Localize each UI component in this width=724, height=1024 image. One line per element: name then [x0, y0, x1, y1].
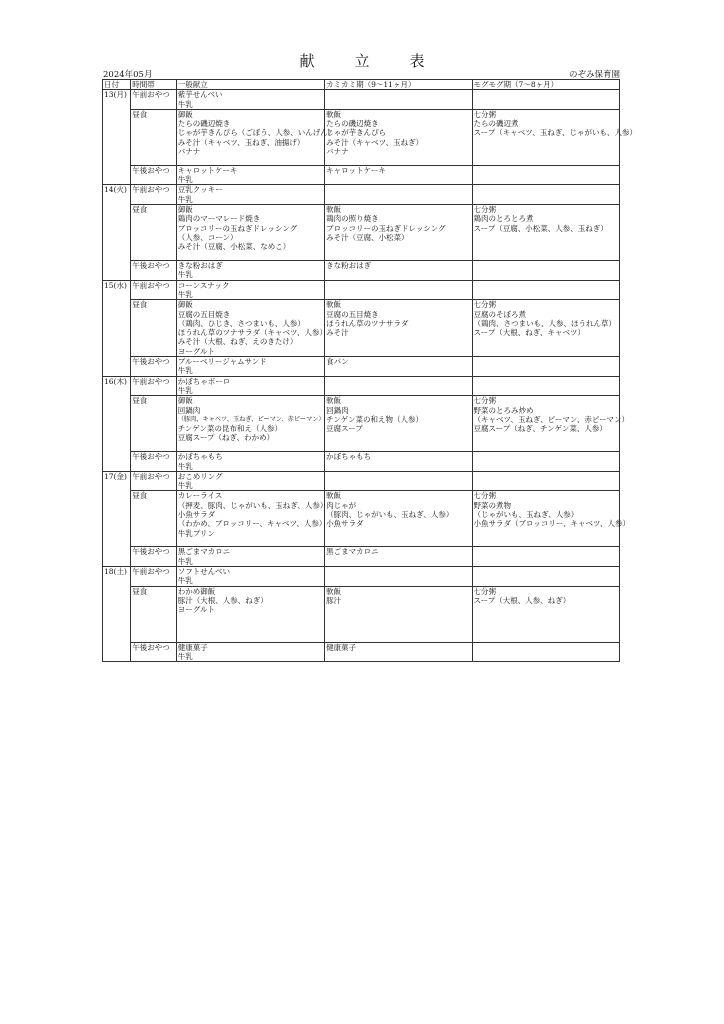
menu-item: 七分粥 — [473, 300, 497, 310]
day-label: 13(月) — [103, 90, 131, 185]
menu-item: ヨーグルト — [177, 346, 215, 356]
menu-row-afternoon — [103, 452, 620, 472]
time-slot-label: 昼食 — [131, 300, 176, 357]
menu-row-morning — [103, 185, 620, 205]
mogumogu-menu-cell — [472, 452, 619, 472]
menu-item: コーンスナック — [177, 280, 230, 290]
general-menu-cell — [176, 642, 324, 662]
menu-item: みそ汁（大根、ねぎ、えのきたけ） — [177, 337, 298, 347]
menu-row-morning — [103, 567, 620, 587]
menu-item: みそ汁（豆腐、小松菜） — [326, 232, 409, 242]
kamikami-menu-cell — [325, 357, 472, 377]
menu-item: キャロットケーキ — [326, 165, 386, 175]
menu-item: カレーライス — [177, 491, 223, 501]
kamikami-menu-cell — [325, 547, 472, 567]
general-menu-cell — [176, 586, 324, 642]
day-label: 14(火) — [103, 185, 131, 280]
menu-item: 豚汁 — [326, 595, 342, 605]
menu-item: 小魚サラダ — [326, 519, 364, 529]
menu-item: （押麦、豚肉、じゃがいも、玉ねぎ、人参） — [177, 500, 328, 510]
time-slot-label: 午前おやつ — [131, 376, 176, 396]
menu-item: 軟飯 — [326, 396, 342, 406]
general-menu-cell — [176, 205, 324, 261]
general-menu-cell — [176, 376, 324, 396]
menu-item: 回鍋肉 — [326, 405, 349, 415]
menu-item: 豆乳クッキー — [177, 185, 223, 195]
menu-item: 健康菓子 — [326, 642, 357, 652]
menu-item: スープ（大根、人参、ねぎ） — [473, 595, 571, 605]
menu-item: 牛乳 — [177, 556, 193, 566]
kamikami-menu-cell — [325, 452, 472, 472]
menu-item: 豆腐の五目焼き — [177, 309, 231, 319]
menu-item: きな粉おはぎ — [177, 261, 223, 271]
menu-item: チンゲン菜の昆布和え（人参） — [177, 424, 283, 434]
general-menu-cell — [176, 300, 327, 357]
general-menu-cell — [176, 357, 324, 377]
general-menu-cell — [176, 452, 324, 472]
mogumogu-menu-cell — [472, 280, 619, 300]
time-slot-label: 午後おやつ — [131, 642, 176, 662]
menu-item: キャロットケーキ — [177, 165, 238, 175]
menu-item: おこめリング — [177, 471, 223, 481]
menu-item: 黒ごまマカロニ — [326, 547, 379, 557]
menu-item: 牛乳 — [177, 366, 193, 376]
menu-row-afternoon — [103, 261, 620, 281]
menu-item: 豚汁（大根、人参、ねぎ） — [177, 595, 268, 605]
header-general: 一般献立 — [176, 80, 324, 90]
mogumogu-menu-cell — [472, 491, 630, 547]
menu-item: 七分粥 — [473, 491, 497, 501]
menu-item: 軟飯 — [326, 586, 342, 596]
menu-item: （人参、コーン） — [177, 232, 238, 242]
mogumogu-menu-cell — [472, 165, 619, 185]
time-slot-label: 昼食 — [131, 491, 176, 547]
menu-row-lunch — [103, 300, 620, 357]
kamikami-menu-cell — [325, 376, 472, 396]
menu-row-morning — [103, 280, 620, 300]
menu-item: たらの磯辺煮 — [473, 119, 519, 129]
menu-item: 健康菓子 — [177, 642, 208, 652]
time-slot-label: 午後おやつ — [131, 547, 176, 567]
day-label: 18(土) — [103, 567, 131, 662]
mogumogu-menu-cell — [472, 586, 619, 642]
menu-item: 豆腐スープ — [326, 424, 363, 434]
menu-item: スープ（キャベツ、玉ねぎ、じゃがいも、人参） — [473, 128, 637, 138]
menu-item: みそ汁 — [326, 328, 349, 338]
general-menu-cell — [176, 547, 324, 567]
kamikami-menu-cell — [325, 471, 472, 491]
menu-item: 鶏肉のとろとろ煮 — [473, 214, 534, 224]
kamikami-menu-cell — [325, 261, 472, 281]
menu-item: 豆腐スープ（ねぎ、わかめ） — [177, 433, 275, 443]
mogumogu-menu-cell — [472, 376, 619, 396]
menu-item: かぼちゃもち — [326, 452, 372, 462]
general-menu-cell — [176, 165, 324, 185]
menu-item: みそ汁（キャベツ、玉ねぎ、油揚げ） — [177, 137, 305, 147]
general-menu-cell — [176, 396, 324, 452]
time-slot-label: 午後おやつ — [131, 452, 176, 472]
menu-body — [103, 90, 637, 662]
menu-item: ブロッコリーの玉ねぎドレッシング — [177, 223, 298, 233]
menu-item: 御飯 — [177, 300, 193, 310]
mogumogu-menu-cell — [472, 185, 619, 205]
menu-row-afternoon — [103, 642, 620, 662]
menu-item: ソフトせんべい — [177, 567, 231, 577]
time-slot-label: 昼食 — [131, 396, 176, 452]
menu-item: ブルーベリージャムサンド — [177, 357, 267, 367]
kamikami-menu-cell — [325, 109, 472, 165]
menu-item: たらの磯辺焼き — [177, 119, 231, 129]
menu-item: （豚肉、じゃがいも、玉ねぎ、人参） — [326, 510, 454, 520]
menu-item: 小魚サラダ — [177, 510, 216, 520]
time-slot-label: 午前おやつ — [131, 567, 176, 587]
kamikami-menu-cell — [325, 396, 472, 452]
menu-item: 食パン — [326, 357, 349, 367]
menu-item: （鶏肉、さつまいも、人参、ほうれん草） — [473, 318, 617, 328]
header-row — [103, 80, 620, 90]
menu-item: 御飯 — [177, 205, 193, 215]
time-slot-label: 午前おやつ — [131, 90, 176, 110]
header-time: 時間帯 — [131, 80, 176, 90]
menu-row-afternoon — [103, 165, 620, 185]
menu-item: 豆腐の五目焼き — [326, 309, 379, 319]
menu-item: （キャベツ、玉ねぎ、ピーマン、赤ピーマン） — [473, 414, 630, 424]
menu-row-morning — [103, 90, 620, 110]
menu-item: 軟飯 — [326, 109, 342, 119]
menu-table — [102, 79, 637, 662]
menu-item: 肉じゃが — [326, 500, 357, 510]
menu-item: 黒ごまマカロニ — [177, 547, 231, 557]
time-slot-label: 午前おやつ — [131, 280, 176, 300]
general-menu-cell — [176, 567, 324, 587]
time-slot-label: 午後おやつ — [131, 357, 176, 377]
menu-item: 鶏肉のマーマレード焼き — [177, 214, 261, 224]
mogumogu-menu-cell — [472, 109, 637, 165]
mogumogu-menu-cell — [472, 261, 619, 281]
menu-item: スープ（豆腐、小松菜、人参、玉ねぎ） — [473, 223, 608, 233]
menu-item: ほうれん草のツナサラダ（キャベツ、人参） — [177, 328, 327, 338]
kamikami-menu-cell — [325, 567, 472, 587]
general-menu-cell — [176, 491, 328, 547]
menu-item: 七分粥 — [473, 205, 497, 215]
menu-row-lunch — [103, 586, 620, 642]
menu-item: 牛乳 — [177, 270, 193, 280]
menu-item: 牛乳 — [177, 481, 193, 491]
menu-item: 牛乳 — [177, 194, 193, 204]
menu-item: わかめ御飯 — [177, 586, 216, 596]
time-slot-label: 午後おやつ — [131, 165, 176, 185]
general-menu-cell — [176, 471, 324, 491]
kamikami-menu-cell — [325, 90, 472, 110]
school-name: のぞみ保育園 — [568, 70, 620, 80]
time-slot-label: 午前おやつ — [131, 185, 176, 205]
menu-item: 野菜の煮物 — [473, 500, 512, 510]
general-menu-cell — [176, 261, 324, 281]
menu-item: チンゲン菜の和え物（人参） — [326, 414, 423, 424]
mogumogu-menu-cell — [472, 471, 619, 491]
menu-row-lunch — [103, 109, 620, 165]
kamikami-menu-cell — [325, 491, 472, 547]
page-title: 献立表 — [299, 52, 465, 70]
mogumogu-menu-cell — [472, 567, 619, 587]
header-day: 日付 — [103, 80, 131, 90]
menu-item: 牛乳 — [177, 175, 193, 185]
menu-item: （鶏肉、ひじき、さつまいも、人参） — [177, 318, 305, 328]
menu-item: ほうれん草のツナサラダ — [326, 318, 409, 328]
month-label: 2024年05月 — [103, 70, 153, 80]
time-slot-label: 昼食 — [131, 586, 176, 642]
time-slot-label: 午前おやつ — [131, 471, 176, 491]
menu-item: 小魚サラダ（ブロッコリー、キャベツ、人参） — [473, 519, 630, 529]
menu-item: 牛乳 — [177, 461, 193, 471]
menu-item: じゃが芋きんぴら — [326, 128, 387, 138]
kamikami-menu-cell — [325, 642, 472, 662]
menu-item: 鶏肉の照り焼き — [326, 214, 379, 224]
menu-row-lunch — [103, 205, 620, 261]
menu-item: かぼちゃボーロ — [177, 376, 231, 386]
general-menu-cell — [176, 185, 324, 205]
time-slot-label: 昼食 — [131, 109, 176, 165]
menu-item: （じゃがいも、玉ねぎ、人参） — [473, 510, 579, 520]
menu-item: みそ汁（キャベツ、玉ねぎ） — [326, 137, 424, 147]
menu-item: 牛乳 — [177, 576, 193, 586]
menu-row-lunch — [103, 491, 620, 547]
mogumogu-menu-cell — [472, 90, 619, 110]
menu-item: バナナ — [326, 147, 349, 157]
menu-item: 牛乳 — [177, 99, 193, 109]
menu-item: 豆腐のそぼろ煮 — [473, 309, 527, 319]
menu-item: 牛乳 — [177, 385, 193, 395]
day-label: 16(木) — [103, 376, 131, 471]
day-label: 17(金) — [103, 471, 131, 566]
menu-item: 牛乳 — [177, 289, 193, 299]
menu-row-afternoon — [103, 357, 620, 377]
general-menu-cell — [176, 90, 324, 110]
menu-item: 軟飯 — [326, 205, 342, 215]
menu-item: ブロッコリーの玉ねぎドレッシング — [326, 223, 446, 233]
menu-item: 豆腐スープ（ねぎ、チンゲン菜、人参） — [473, 424, 607, 434]
menu-item: きな粉おはぎ — [326, 261, 372, 271]
time-slot-label: 午後おやつ — [131, 261, 176, 281]
kamikami-menu-cell — [325, 165, 472, 185]
menu-item: 軟飯 — [326, 491, 342, 501]
menu-item: 紫芋せんべい — [177, 90, 223, 100]
menu-item: じゃが芋きんぴら（ごぼう、人参、いんげん） — [177, 128, 336, 138]
menu-item: スープ（大根、ねぎ、キャベツ） — [473, 328, 585, 338]
menu-item: たらの磯辺焼き — [326, 119, 379, 129]
menu-item: かぼちゃもち — [177, 452, 223, 462]
menu-item: （豚肉、キャベツ、玉ねぎ、ピーマン、赤ピーマン） — [177, 415, 325, 423]
menu-item: みそ汁（豆腐、小松菜、なめこ） — [177, 242, 291, 252]
kamikami-menu-cell — [325, 185, 472, 205]
kamikami-menu-cell — [325, 586, 472, 642]
menu-item: 御飯 — [177, 109, 193, 119]
menu-item: 七分粥 — [473, 396, 497, 406]
menu-row-lunch — [103, 396, 620, 452]
time-slot-label: 昼食 — [131, 205, 176, 261]
mogumogu-menu-cell — [472, 205, 619, 261]
menu-item: ヨーグルト — [177, 605, 215, 615]
menu-item: 七分粥 — [473, 109, 497, 119]
menu-item: 回鍋肉 — [177, 405, 201, 415]
mogumogu-menu-cell — [472, 396, 630, 452]
day-label: 15(水) — [103, 280, 131, 376]
menu-item: 野菜のとろみ炒め — [473, 405, 534, 415]
kamikami-menu-cell — [325, 300, 472, 357]
menu-item: 牛乳プリン — [177, 528, 215, 538]
kamikami-menu-cell — [325, 205, 472, 261]
kamikami-menu-cell — [325, 280, 472, 300]
menu-row-morning — [103, 376, 620, 396]
menu-item: 七分粥 — [473, 586, 497, 596]
header-mogumogu: モグモグ期（7～8ヶ月） — [472, 80, 619, 90]
mogumogu-menu-cell — [472, 357, 619, 377]
menu-item: 軟飯 — [326, 300, 342, 310]
menu-item: （わかめ、ブロッコリー、キャベツ、人参） — [177, 519, 327, 529]
menu-row-morning — [103, 471, 620, 491]
header-kamikami: カミカミ期（9～11ヶ月） — [325, 80, 472, 90]
mogumogu-menu-cell — [472, 642, 619, 662]
menu-row-afternoon — [103, 547, 620, 567]
menu-item: 御飯 — [177, 396, 193, 406]
mogumogu-menu-cell — [472, 300, 619, 357]
mogumogu-menu-cell — [472, 547, 619, 567]
general-menu-cell — [176, 280, 324, 300]
menu-item: 牛乳 — [177, 651, 193, 661]
menu-item: バナナ — [177, 147, 201, 157]
